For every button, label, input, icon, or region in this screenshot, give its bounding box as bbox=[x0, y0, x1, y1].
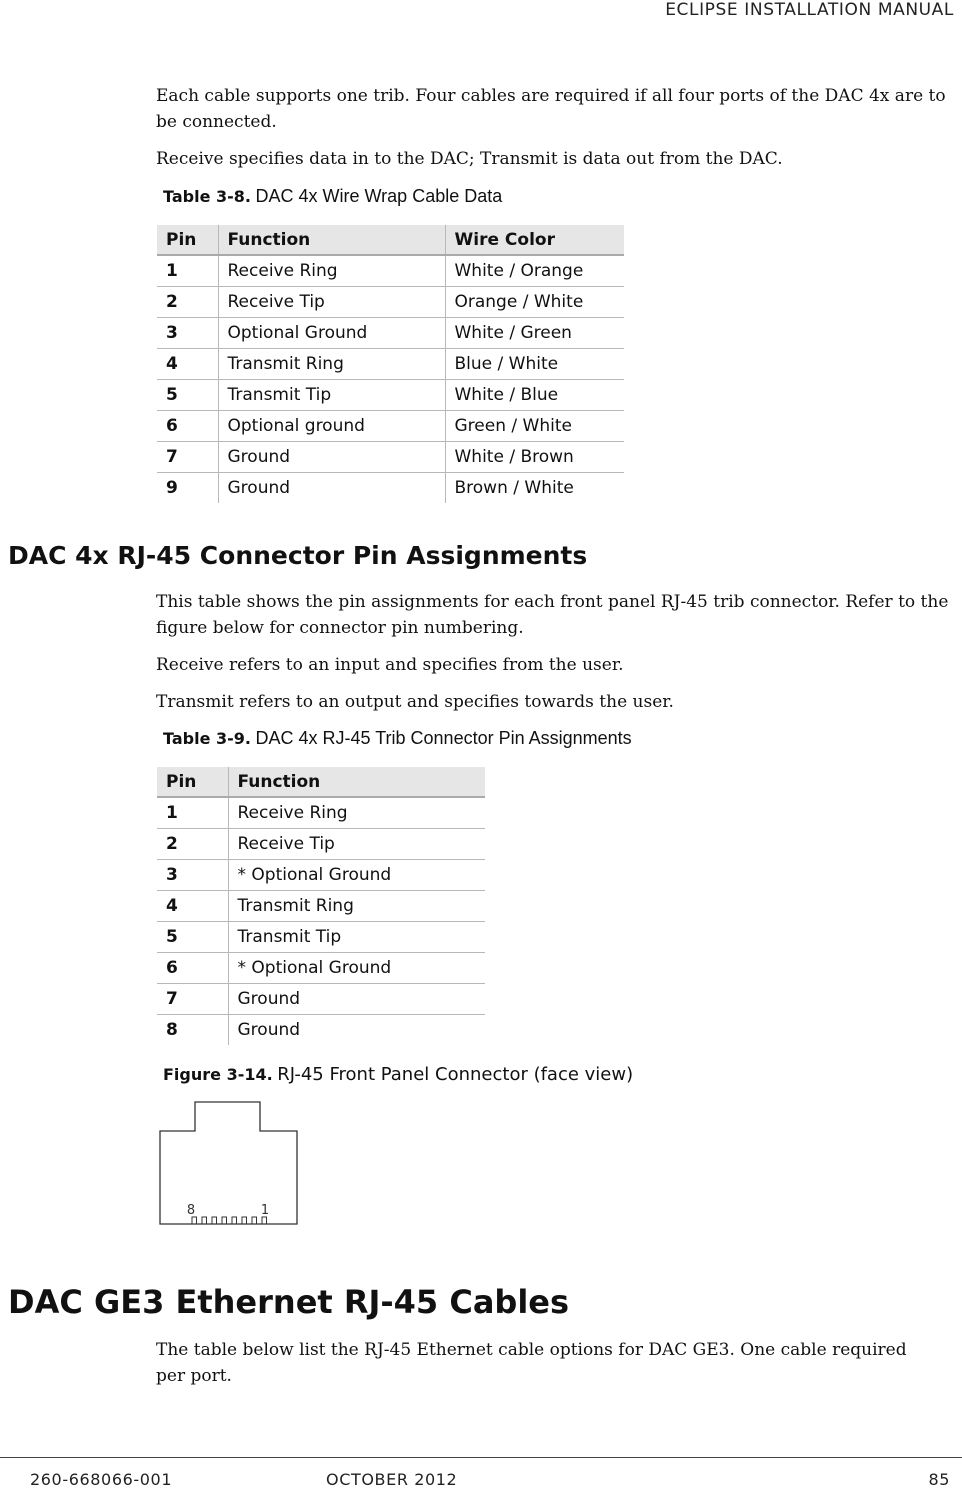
footer-divider bbox=[0, 1457, 962, 1458]
figure-3-14-number: Figure 3-14. bbox=[163, 1065, 273, 1084]
pin-cell: 3 bbox=[157, 860, 228, 891]
footer-page-number: 85 bbox=[928, 1470, 950, 1489]
function-cell: Ground bbox=[228, 1015, 485, 1046]
wire-color-cell: Brown / White bbox=[445, 473, 624, 504]
pin-contact bbox=[212, 1217, 217, 1224]
table-row bbox=[157, 442, 624, 473]
table-3-9-title: DAC 4x RJ-45 Trib Connector Pin Assignments bbox=[255, 728, 632, 748]
wire-wrap-cable-table bbox=[157, 225, 624, 503]
footer-document-number: 260-668066-001 bbox=[30, 1470, 173, 1489]
table-row bbox=[157, 349, 624, 380]
table-row bbox=[157, 1015, 485, 1046]
pin-cell: 6 bbox=[157, 953, 228, 984]
table-row bbox=[157, 287, 624, 318]
pin-cell: 1 bbox=[157, 255, 218, 287]
function-cell: * Optional Ground bbox=[228, 953, 485, 984]
pin-cell: 6 bbox=[157, 411, 218, 442]
function-cell: Optional Ground bbox=[218, 318, 445, 349]
table-row bbox=[157, 380, 624, 411]
table-row bbox=[157, 797, 485, 829]
figure-3-14-caption bbox=[163, 1064, 633, 1085]
table-3-8-number: Table 3-8. bbox=[163, 187, 251, 206]
function-cell: Receive Ring bbox=[228, 797, 485, 829]
function-cell: Ground bbox=[218, 473, 445, 504]
pin-contact bbox=[192, 1217, 197, 1224]
function-cell: Transmit Ring bbox=[228, 891, 485, 922]
table-header-row bbox=[157, 767, 485, 797]
wire-color-cell: White / Orange bbox=[445, 255, 624, 287]
table-row bbox=[157, 953, 485, 984]
pin-cell: 5 bbox=[157, 922, 228, 953]
table-3-9-caption bbox=[163, 728, 632, 749]
ge3-paragraph-1: The table below list the RJ-45 Ethernet cable options for DAC GE3. One cable required per port. bbox=[156, 1340, 907, 1386]
rj45-pin-assignment-table bbox=[157, 767, 485, 1045]
table-3-9-number: Table 3-9. bbox=[163, 729, 251, 748]
pin-contact bbox=[242, 1217, 247, 1224]
pin-cell: 9 bbox=[166, 478, 178, 498]
footer-date: OCTOBER 2012 bbox=[326, 1470, 458, 1489]
rj45-connector-diagram bbox=[155, 1096, 305, 1231]
function-cell: Transmit Tip bbox=[218, 380, 445, 411]
wire-color-cell: White / Brown bbox=[445, 442, 624, 473]
function-cell: Optional ground bbox=[218, 411, 445, 442]
section-heading-ge3-ethernet-cables: DAC GE3 Ethernet RJ-45 Cables bbox=[8, 1283, 570, 1321]
table-row bbox=[157, 891, 485, 922]
wire-color-cell: Orange / White bbox=[445, 287, 624, 318]
pin-contact bbox=[232, 1217, 237, 1224]
table-row bbox=[157, 984, 485, 1015]
pin-1-label: 1 bbox=[260, 1203, 270, 1218]
pin-cell: 7 bbox=[157, 984, 228, 1015]
pin-cell: 5 bbox=[157, 380, 218, 411]
section-heading-rj45-pin-assignments: DAC 4x RJ-45 Connector Pin Assignments bbox=[8, 541, 588, 570]
pin-contact bbox=[262, 1217, 267, 1224]
column-header-function: Function bbox=[228, 767, 485, 797]
table-3-8-caption bbox=[163, 186, 502, 207]
function-cell: Ground bbox=[218, 442, 445, 473]
rj45-paragraph-1: This table shows the pin assignments for each front panel RJ-45 trib connector. Refer to the figure below for connector pin numbering. bbox=[156, 592, 949, 638]
connector-outline bbox=[160, 1102, 297, 1224]
function-cell: Receive Tip bbox=[228, 829, 485, 860]
pin-contact bbox=[202, 1217, 207, 1224]
pin-cell: 2 bbox=[157, 287, 218, 318]
pin-8-label: 8 bbox=[186, 1203, 196, 1218]
function-cell: Ground bbox=[228, 984, 485, 1015]
pin-contact bbox=[252, 1217, 257, 1224]
pin-contact bbox=[222, 1217, 227, 1224]
table-3-8-title: DAC 4x Wire Wrap Cable Data bbox=[255, 186, 503, 206]
pin-cell: 3 bbox=[157, 318, 218, 349]
wire-color-cell: White / Blue bbox=[445, 380, 624, 411]
running-header: ECLIPSE INSTALLATION MANUAL bbox=[665, 0, 954, 20]
intro-paragraph-1: Each cable supports one trib. Four cables are required if all four ports of the DAC 4x are to be connected. bbox=[156, 86, 946, 132]
column-header-pin: Pin bbox=[157, 767, 228, 797]
function-cell: Receive Tip bbox=[218, 287, 445, 318]
wire-color-cell: White / Green bbox=[445, 318, 624, 349]
pin-cell: 8 bbox=[166, 1020, 178, 1040]
function-cell: Transmit Ring bbox=[218, 349, 445, 380]
column-header-wire-color: Wire Color bbox=[445, 225, 624, 255]
table-row bbox=[157, 318, 624, 349]
function-cell: * Optional Ground bbox=[228, 860, 485, 891]
figure-3-14-title: RJ-45 Front Panel Connector (face view) bbox=[277, 1064, 634, 1085]
rj45-paragraph-3: Transmit refers to an output and specifies towards the user. bbox=[156, 692, 674, 712]
pin-cell: 4 bbox=[157, 891, 228, 922]
table-row bbox=[157, 473, 624, 504]
pin-cell: 1 bbox=[157, 797, 228, 829]
intro-paragraph-2: Receive specifies data in to the DAC; Transmit is data out from the DAC. bbox=[156, 149, 783, 169]
table-row bbox=[157, 255, 624, 287]
table-row bbox=[157, 922, 485, 953]
pin-cell: 7 bbox=[157, 442, 218, 473]
table-row bbox=[157, 860, 485, 891]
wire-color-cell: Green / White bbox=[445, 411, 624, 442]
wire-color-cell: Blue / White bbox=[445, 349, 624, 380]
column-header-pin: Pin bbox=[157, 225, 218, 255]
function-cell: Transmit Tip bbox=[228, 922, 485, 953]
table-header-row bbox=[157, 225, 624, 255]
table-row bbox=[157, 829, 485, 860]
pin-cell: 4 bbox=[157, 349, 218, 380]
table-row bbox=[157, 411, 624, 442]
column-header-function: Function bbox=[218, 225, 445, 255]
rj45-paragraph-2: Receive refers to an input and specifies from the user. bbox=[156, 655, 624, 675]
pin-cell: 2 bbox=[157, 829, 228, 860]
function-cell: Receive Ring bbox=[218, 255, 445, 287]
